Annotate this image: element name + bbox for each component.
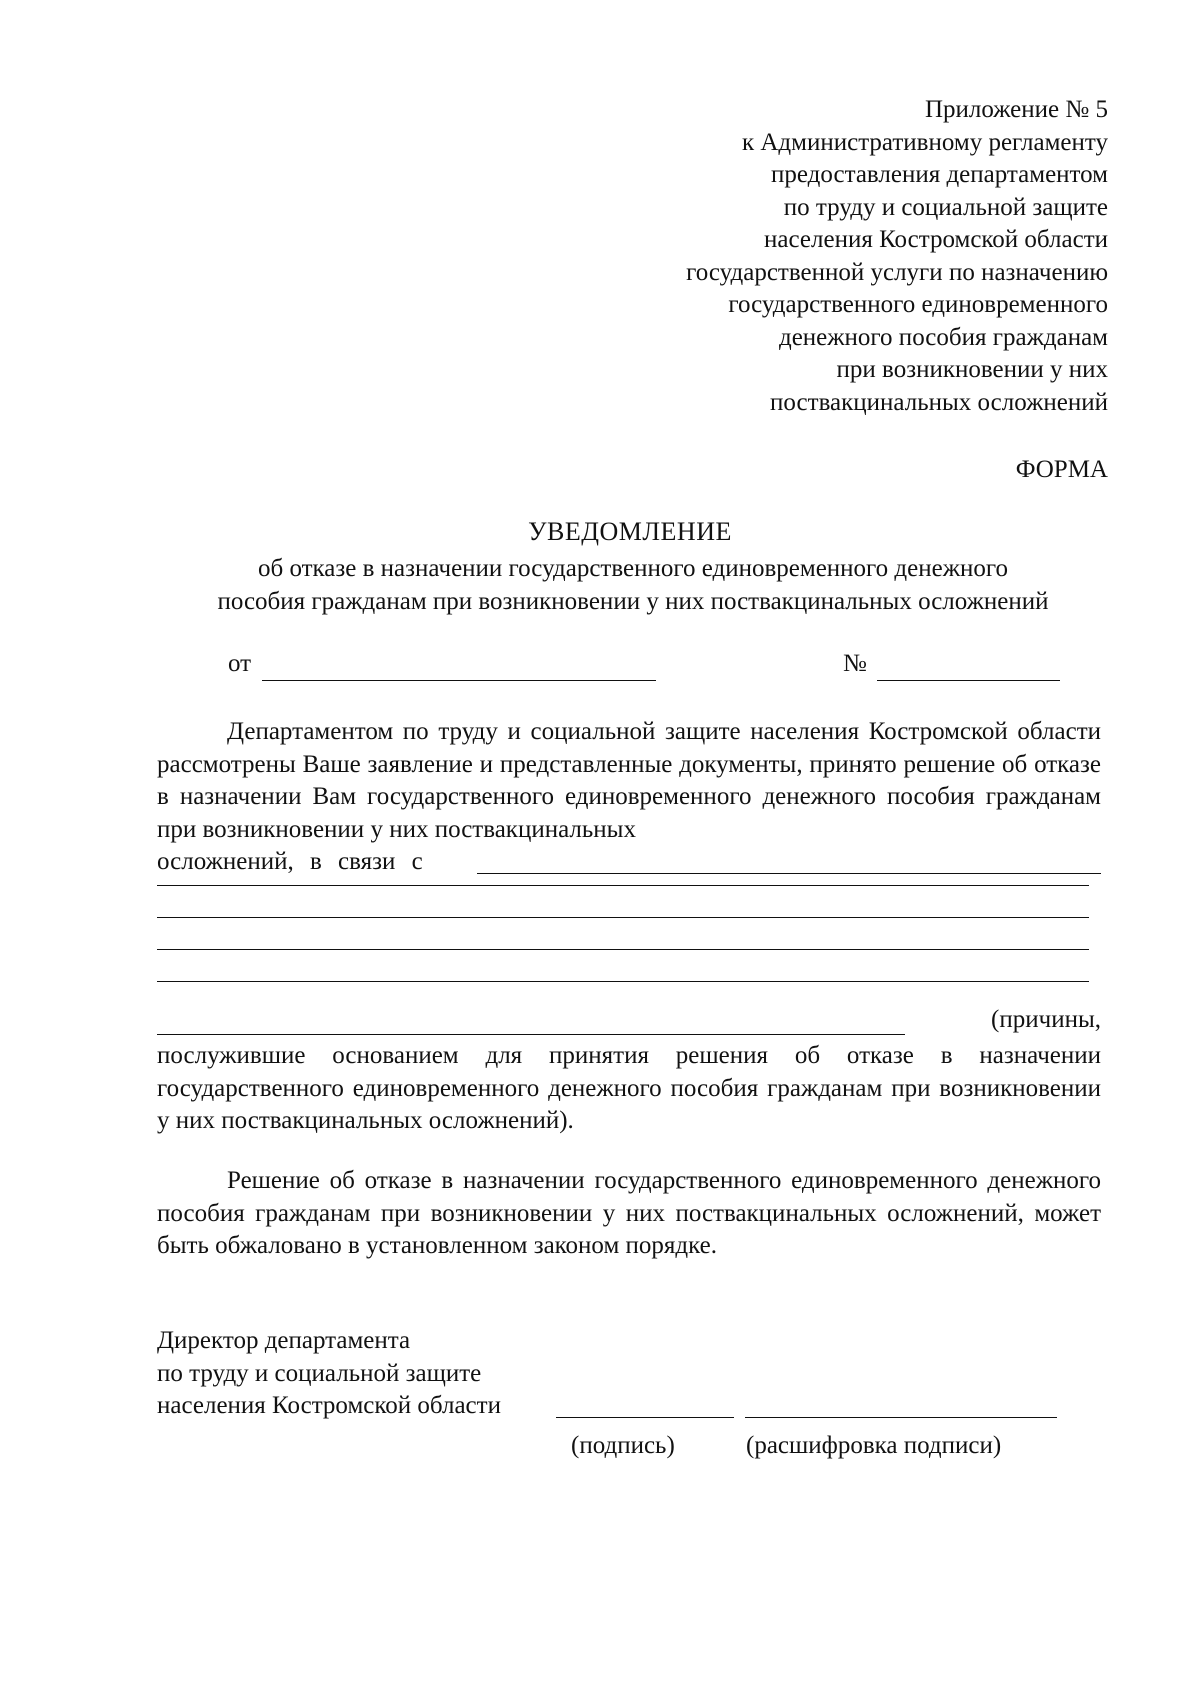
appendix-line: государственного единовременного: [728, 291, 1108, 318]
reason-blank-line[interactable]: [157, 885, 1089, 886]
signature-decoding-blank-field[interactable]: [745, 1417, 1057, 1418]
appendix-line: к Административному регламенту: [741, 128, 1108, 156]
number-label: №: [843, 650, 867, 677]
reason-inline-row: [157, 846, 1101, 879]
appendix-header: [686, 94, 1108, 419]
paragraph-decision-text: Департаментом по труду и социальной защите населения Костромской области рассмотрены Ваше заявление и представленные документы, принято решение об отказе в назначении Вам государственного единовременного денежного пособия гражданам при возникновении у них поствакцинальных: [157, 718, 1101, 843]
form-label: ФОРМА: [1015, 456, 1108, 483]
paragraph-reasons: послужившие основанием для принятия решения об отказе в назначении государственного единовременного денежного пособия гражданам при возникновении у них поствакцинальных осложнений).: [157, 1042, 1101, 1134]
appendix-line: денежного пособия гражданам: [778, 323, 1108, 351]
reason-blank-field[interactable]: [477, 873, 1101, 874]
appendix-line: населения Костромской области: [764, 226, 1108, 253]
date-blank-field[interactable]: [262, 680, 656, 681]
signatory-line: Директор департамента: [157, 1327, 411, 1354]
reason-final-row: [157, 1006, 1101, 1040]
signature-decoding-caption: (расшифровка подписи): [746, 1432, 1002, 1459]
subtitle-line: об отказе в назначении государственного единовременного денежного: [257, 555, 1009, 582]
reason-blank-line[interactable]: [157, 1034, 905, 1035]
reasons-label: (причины,: [991, 1006, 1101, 1033]
paragraph-appeal: Решение об отказе в назначении государственного единовременного денежного пособия гражданам при возникновении у них поствакцинальных осложнений, может быть обжаловано в установленном законом порядке.: [157, 1167, 1101, 1259]
appendix-line: предоставления департаментом: [771, 161, 1108, 188]
document-subtitle: [158, 552, 1108, 618]
reason-inline-label: осложнений, в связи с: [157, 848, 423, 875]
reason-blank-line[interactable]: [157, 949, 1089, 950]
paragraph-decision: [157, 716, 1101, 879]
number-blank-field[interactable]: [877, 680, 1060, 681]
reason-blank-line[interactable]: [157, 917, 1089, 918]
from-label: от: [228, 650, 252, 677]
signatory-line: по труду и социальной защите: [157, 1359, 482, 1387]
signature-caption: (подпись): [571, 1432, 675, 1459]
appendix-line: Приложение № 5: [924, 96, 1108, 123]
appendix-line: при возникновении у них: [836, 356, 1108, 383]
signature-blank-field[interactable]: [556, 1417, 734, 1418]
appendix-line: по труду и социальной защите: [783, 193, 1108, 221]
signatory-line: населения Костромской области: [157, 1392, 501, 1419]
document-title: УВЕДОМЛЕНИЕ: [528, 517, 732, 546]
signature-block: [157, 1325, 501, 1423]
subtitle-line: пособия гражданам при возникновении у них поствакцинальных осложнений: [217, 588, 1049, 615]
appendix-line: поствакцинальных осложнений: [770, 388, 1108, 416]
appendix-line: государственной услуги по назначению: [686, 258, 1108, 286]
reason-blank-line[interactable]: [157, 981, 1089, 982]
date-number-row: [0, 650, 1200, 686]
